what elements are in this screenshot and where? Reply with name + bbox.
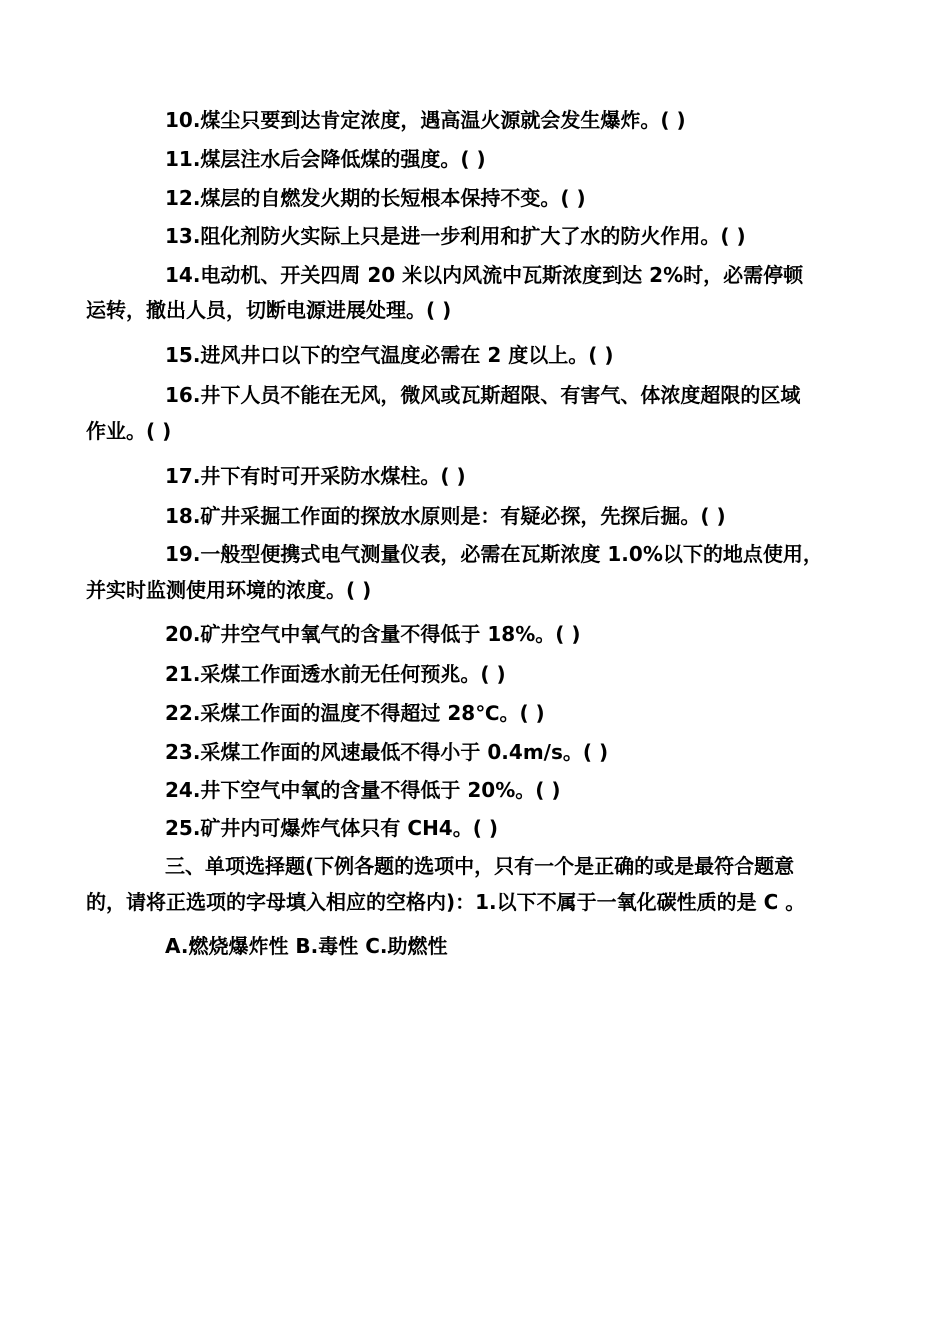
question-13: 13.阻化剂防火实际上只是进一步利用和扩大了水的防火作用。( ) (165, 224, 746, 248)
question-22: 22.采煤工作面的温度不得超过 28℃。( ) (165, 701, 545, 725)
question-25: 25.矿井内可爆炸气体只有 CH4。( ) (165, 816, 498, 840)
question-1-options: A.燃烧爆炸性 B.毒性 C.助燃性 (165, 934, 448, 958)
question-15: 15.进风井口以下的空气温度必需在 2 度以上。( ) (165, 343, 614, 367)
question-16-line-1: 16.井下人员不能在无风，微风或瓦斯超限、有害气、体浓度超限的区域 (165, 383, 801, 407)
question-19-line-2: 并实时监测使用环境的浓度。( ) (86, 578, 372, 602)
question-21: 21.采煤工作面透水前无任何预兆。( ) (165, 662, 506, 686)
question-20: 20.矿井空气中氧气的含量不得低于 18%。( ) (165, 622, 581, 646)
question-19-line-1: 19.一般型便携式电气测量仪表，必需在瓦斯浓度 1.0%以下的地点使用， (165, 542, 823, 566)
question-14-line-2: 运转，撤出人员，切断电源进展处理。( ) (86, 298, 452, 322)
question-14-line-1: 14.电动机、开关四周 20 米以内风流中瓦斯浓度到达 2%时，必需停顿 (165, 263, 804, 287)
question-18: 18.矿井采掘工作面的探放水原则是：有疑必探，先探后掘。( ) (165, 504, 726, 528)
question-11: 11.煤层注水后会降低煤的强度。( ) (165, 147, 486, 171)
question-23: 23.采煤工作面的风速最低不得小于 0.4m/s。( ) (165, 740, 609, 764)
question-10: 10.煤尘只要到达肯定浓度，遇高温火源就会发生爆炸。( ) (165, 108, 686, 132)
question-17: 17.井下有时可开采防水煤柱。( ) (165, 464, 466, 488)
question-12: 12.煤层的自燃发火期的长短根本保持不变。( ) (165, 186, 586, 210)
section-3-heading-line-2: 的，请将正选项的字母填入相应的空格内)：1.以下不属于一氧化碳性质的是 C 。 (86, 890, 806, 914)
question-16-line-2: 作业。( ) (86, 419, 172, 443)
question-24: 24.井下空气中氧的含量不得低于 20%。( ) (165, 778, 561, 802)
section-3-heading-line-1: 三、单项选择题(下例各题的选项中，只有一个是正确的或是最符合题意 (165, 854, 795, 878)
